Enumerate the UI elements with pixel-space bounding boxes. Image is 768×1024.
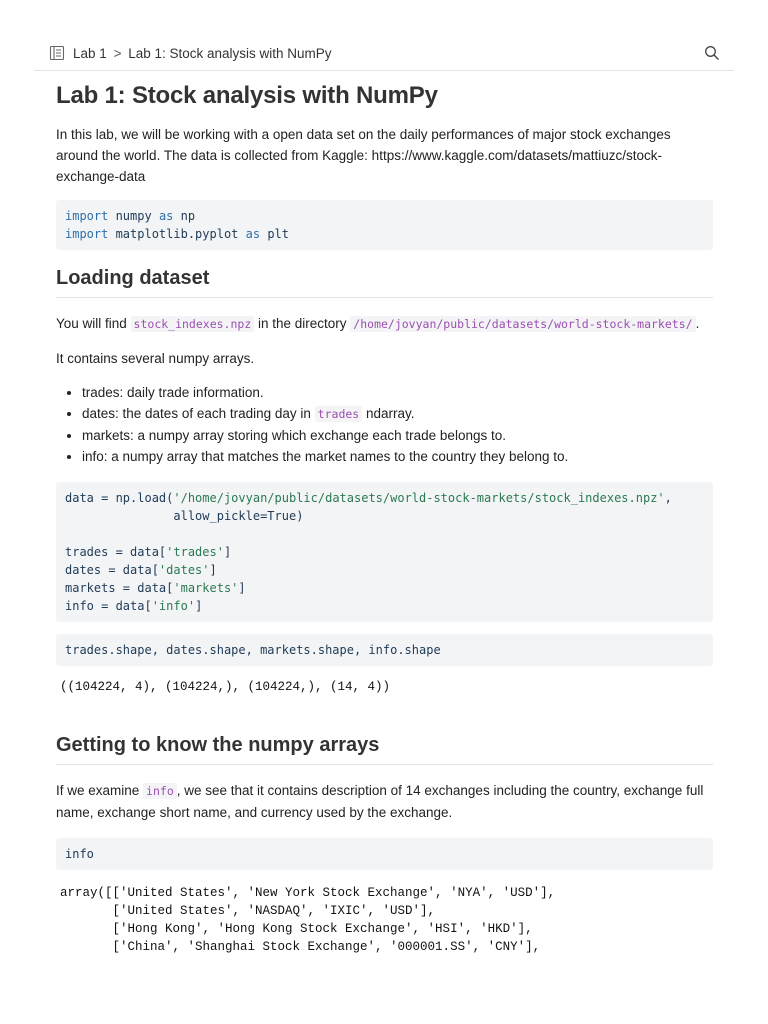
text: . xyxy=(695,316,700,331)
code-text: data = np.load( xyxy=(65,491,174,505)
list-item: • markets: a numpy array storing which exchange each trade belongs to. xyxy=(82,425,713,446)
module-alias: plt xyxy=(260,227,289,241)
code-text: markets = data[ xyxy=(65,581,174,595)
array-list xyxy=(56,382,713,467)
code-cell-shapes[interactable]: trades.shape, dates.shape, markets.shape, info.shape xyxy=(56,634,713,666)
code-text: dates = data[ xyxy=(65,563,159,577)
search-icon[interactable] xyxy=(704,45,720,66)
notebook-content xyxy=(56,82,713,956)
code-cell-load[interactable] xyxy=(56,482,713,622)
intro-paragraph: In this lab, we will be working with a open data set on the daily performances of major stock exchanges around the world. The data is collected from Kaggle: https://www.kaggle.com/datasets/mattiuzc/stock-exchange-data xyxy=(56,127,671,184)
code-text: info = data[ xyxy=(65,599,152,613)
list-item xyxy=(82,403,713,425)
string-literal: 'info' xyxy=(151,599,196,613)
text: , we see that it contains description of 14 exchanges including the country, exchange full name, exchange short name, and currency used by the exchange. xyxy=(56,783,704,820)
top-bar xyxy=(34,40,734,71)
code-text: ] xyxy=(209,563,217,577)
info-paragraph xyxy=(56,780,713,823)
string-literal: '/home/jovyan/public/datasets/world-stock-markets/stock_indexes.npz' xyxy=(173,491,665,505)
text: dates: the dates of each trading day in xyxy=(82,406,315,421)
breadcrumb xyxy=(73,46,332,61)
as-keyword: as xyxy=(245,227,261,241)
output-shapes: ((104224, 4), (104224,), (104224,), (14, 4)) xyxy=(60,680,391,694)
heading-numpy-arrays: Getting to know the numpy arrays xyxy=(56,734,713,765)
code-cell-imports[interactable] xyxy=(56,200,713,250)
text: in the directory xyxy=(254,316,351,331)
page-title: Lab 1: Stock analysis with NumPy xyxy=(56,82,438,109)
text: You will find xyxy=(56,316,131,331)
output-info xyxy=(56,884,713,956)
inline-code-directory: /home/jovyan/public/datasets/world-stock-markets/ xyxy=(350,316,695,332)
arrays-intro: It contains several numpy arrays. xyxy=(56,351,255,366)
as-keyword: as xyxy=(158,209,174,223)
text: ndarray. xyxy=(362,406,415,421)
module-alias: np xyxy=(173,209,196,223)
code-text: allow_pickle=True) xyxy=(65,509,304,523)
text: If we examine xyxy=(56,783,144,798)
breadcrumb-parent[interactable]: Lab 1 xyxy=(73,46,107,61)
breadcrumb-separator: > xyxy=(113,46,122,61)
inline-code-info: info xyxy=(143,783,177,799)
table-of-contents-icon[interactable] xyxy=(49,45,65,66)
inline-code-filename: stock_indexes.npz xyxy=(131,316,255,332)
output-line: ['United States', 'NASDAQ', 'IXIC', 'USD'], xyxy=(60,904,436,918)
import-keyword: import xyxy=(65,227,109,241)
breadcrumb-current[interactable]: Lab 1: Stock analysis with NumPy xyxy=(128,46,332,61)
heading-loading-dataset: Loading dataset xyxy=(56,267,713,298)
code-text: ] xyxy=(238,581,246,595)
output-line: array([['United States', 'New York Stock Exchange', 'NYA', 'USD'], xyxy=(60,886,556,900)
loading-paragraph xyxy=(56,313,713,335)
code-text: ] xyxy=(195,599,203,613)
code-text: ] xyxy=(223,545,232,559)
module-name: matplotlib.pyplot xyxy=(108,227,246,241)
string-literal: 'markets' xyxy=(173,581,239,595)
output-line: ['Hong Kong', 'Hong Kong Stock Exchange', 'HSI', 'HKD'], xyxy=(60,922,533,936)
inline-code-trades: trades xyxy=(315,406,363,422)
output-line: ['China', 'Shanghai Stock Exchange', '000001.SS', 'CNY'], xyxy=(60,940,541,954)
list-item: • info: a numpy array that matches the market names to the country they belong to. xyxy=(82,446,713,467)
string-literal: 'dates' xyxy=(158,563,210,577)
list-item: • trades: daily trade information. xyxy=(82,382,713,403)
import-keyword: import xyxy=(65,209,109,223)
code-text: , xyxy=(664,491,672,505)
string-literal: 'trades' xyxy=(166,545,224,559)
module-name: numpy xyxy=(108,209,159,223)
code-text: trades = data[ xyxy=(65,545,167,559)
code-cell-info[interactable]: info xyxy=(56,838,713,870)
